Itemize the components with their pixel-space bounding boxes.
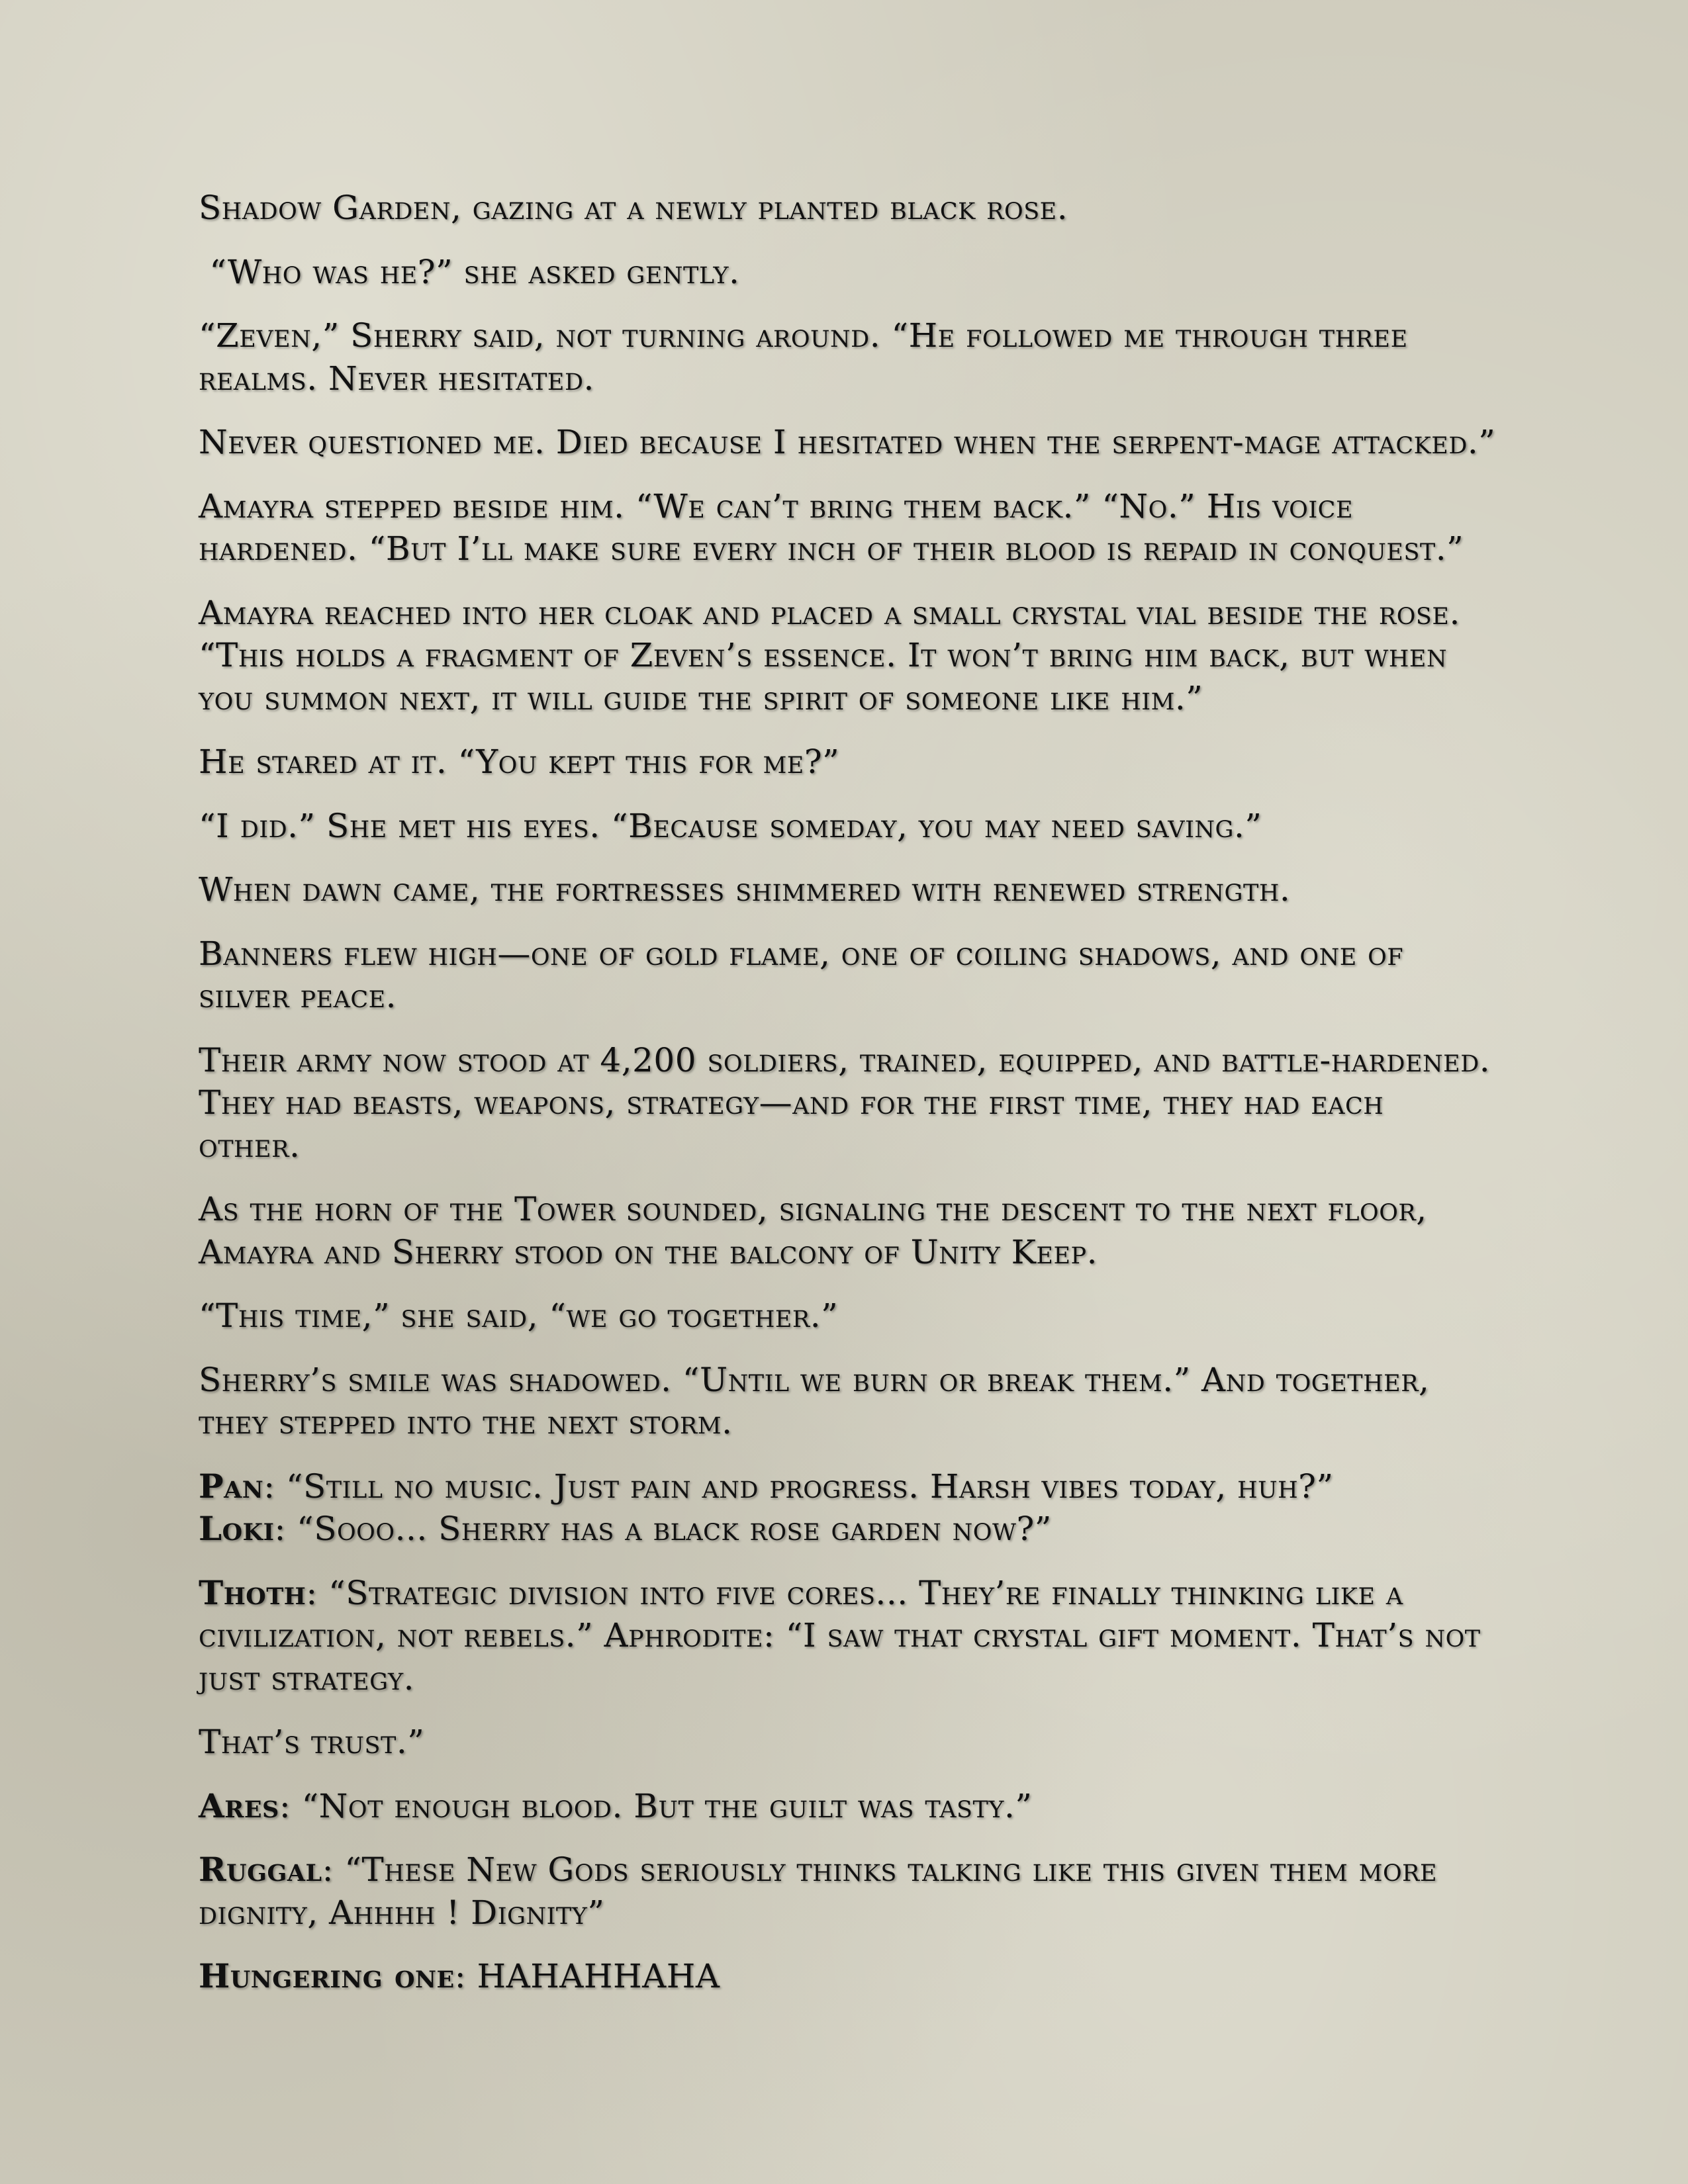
paragraph: “I did.” She met his eyes. “Because someday, you may need saving.” bbox=[199, 806, 1262, 845]
dialogue-continuation: That’s trust.” bbox=[199, 1723, 425, 1761]
paragraph: Banners flew high—one of gold flame, one of coiling shadows, and one of silver peace. bbox=[199, 934, 1404, 1015]
dialogue-thoth bbox=[199, 1572, 1496, 1700]
paragraph: Amayra stepped beside him. “We can’t bring them back.” “No.” His voice hardened. “But I’ll make sure every inch of their blood is repaid in conquest.” bbox=[199, 486, 1464, 568]
speaker-name: Hungering one bbox=[199, 1956, 455, 1995]
paragraph: Never questioned me. Died because I hesitated when the serpent-mage attacked.” bbox=[199, 423, 1496, 461]
speaker-name: Pan bbox=[199, 1466, 264, 1506]
dialogue-line: : “Still no music. Just pain and progress. Harsh vibes today, huh?” bbox=[263, 1467, 1334, 1506]
speaker-name: Loki bbox=[199, 1509, 275, 1548]
dialogue-ruggal bbox=[199, 1848, 1496, 1934]
paragraph: Shadow Garden, gazing at a newly planted black rose. bbox=[199, 189, 1068, 227]
dialogue-line: HAHAHHAHA bbox=[477, 1957, 720, 1995]
paragraph: “Zeven,” Sherry said, not turning around. “He followed me through three realms. Never hesitated. bbox=[199, 316, 1408, 398]
paragraph: He stared at it. “You kept this for me?” bbox=[199, 743, 840, 781]
dialogue-line: : “These New Gods seriously thinks talking like this given them more dignity, Ahhhh ! Dignity” bbox=[199, 1850, 1438, 1932]
paragraph: Their army now stood at 4,200 soldiers, trained, equipped, and battle-hardened. They had beasts, weapons, strategy—and for the first time, they had each other. bbox=[199, 1040, 1491, 1165]
dialogue-pan-loki bbox=[199, 1465, 1496, 1551]
speaker-name: Ruggal bbox=[199, 1850, 322, 1889]
speaker-name: Ares bbox=[199, 1786, 279, 1825]
paragraph: Sherry’s smile was shadowed. “Until we burn or break them.” And together, they stepped into the next storm. bbox=[199, 1360, 1430, 1441]
speaker-name: Thoth bbox=[199, 1572, 306, 1612]
paragraph: Amayra reached into her cloak and placed a small crystal vial beside the rose. “This holds a fragment of Zeven’s essence. It won’t bring him back, but when you summon next, it will guide the spirit of someone like him.” bbox=[199, 593, 1460, 717]
dialogue-line: : “Sooo... Sherry has a black rose garden now?” bbox=[274, 1510, 1052, 1548]
paragraph: “This time,” she said, “we go together.” bbox=[199, 1297, 839, 1335]
dialogue-line: : “Strategic division into five cores... They’re finally thinking like a civilization, not rebels.” Aphrodite: “I saw that crystal gift moment. That’s not just strategy. bbox=[199, 1573, 1481, 1698]
dialogue-line: : “Not enough blood. But the guilt was tasty.” bbox=[279, 1786, 1033, 1825]
dialogue-separator: : bbox=[454, 1957, 477, 1995]
dialogue-ares bbox=[199, 1785, 1496, 1828]
document-body bbox=[199, 187, 1496, 2019]
paragraph: When dawn came, the fortresses shimmered with renewed strength. bbox=[199, 870, 1291, 909]
paragraph: “Who was he?” she asked gently. bbox=[199, 252, 740, 291]
dialogue-hungering-one bbox=[199, 1955, 1496, 1998]
paragraph: As the horn of the Tower sounded, signaling the descent to the next floor, Amayra and Sherry stood on the balcony of Unity Keep. bbox=[199, 1190, 1427, 1271]
